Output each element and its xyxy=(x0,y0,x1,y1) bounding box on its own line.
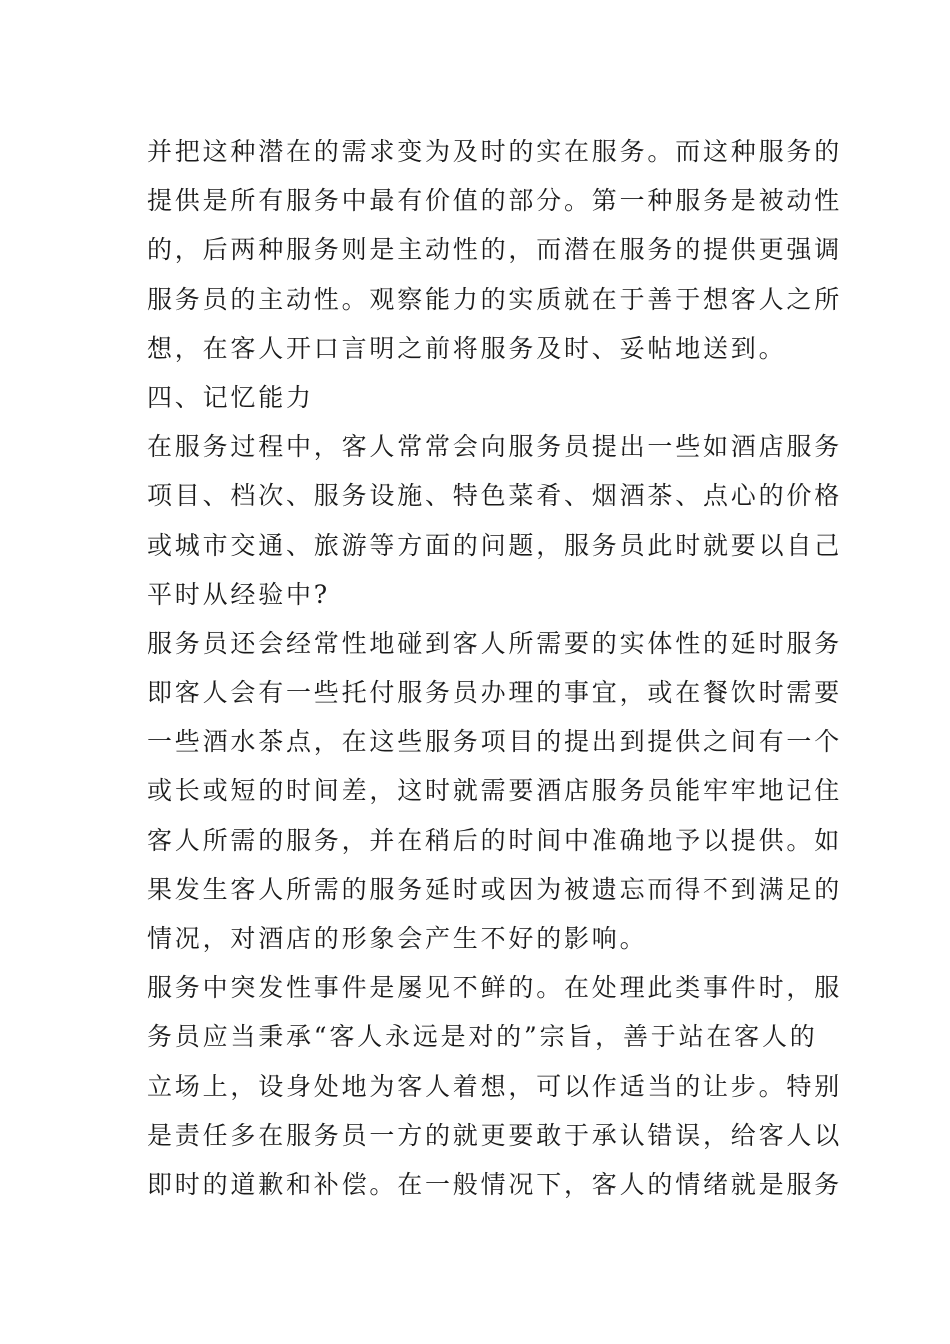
text-line: 务员应当秉承“客人永远是对的”宗旨，善于站在客人的 xyxy=(147,1022,818,1052)
text-line: 服务中突发性事件是屡见不鲜的。在处理此类事件时，服 xyxy=(147,973,843,1003)
text-line: 或长或短的时间差，这时就需要酒店服务员能牢牢地记住 xyxy=(147,776,843,806)
text-line: 平时从经验中? xyxy=(147,579,331,609)
text-line: 想，在客人开口言明之前将服务及时、妥帖地送到。 xyxy=(147,333,787,363)
text-line: 即时的道歉和补偿。在一般情况下，客人的情绪就是服务 xyxy=(147,1169,843,1199)
text-line: 情况，对酒店的形象会产生不好的影响。 xyxy=(147,924,648,953)
text-line: 一些酒水茶点，在这些服务项目的提出到提供之间有一个 xyxy=(147,727,843,757)
text-line: 项目、档次、服务设施、特色菜肴、烟酒茶、点心的价格 xyxy=(147,481,843,511)
text-line: 客人所需的服务，并在稍后的时间中准确地予以提供。如 xyxy=(147,825,843,855)
text-line: 服务员的主动性。观察能力的实质就在于善于想客人之所 xyxy=(147,284,843,314)
text-line: 即客人会有一些托付服务员办理的事宜，或在餐饮时需要 xyxy=(147,678,843,708)
text-line: 在服务过程中，客人常常会向服务员提出一些如酒店服务 xyxy=(147,432,843,462)
section-heading: 四、记忆能力 xyxy=(147,382,314,412)
text-line: 并把这种潜在的需求变为及时的实在服务。而这种服务的 xyxy=(147,137,843,166)
text-line: 或城市交通、旅游等方面的问题，服务员此时就要以自己 xyxy=(147,530,843,560)
body-text xyxy=(147,127,843,1209)
text-line: 立场上，设身处地为客人着想，可以作适当的让步。特别 xyxy=(147,1071,843,1101)
text-line: 服务员还会经常性地碰到客人所需要的实体性的延时服务 xyxy=(147,628,843,658)
text-line: 提供是所有服务中最有价值的部分。第一种服务是被动性 xyxy=(147,186,843,216)
text-line: 果发生客人所需的服务延时或因为被遗忘而得不到满足的 xyxy=(147,874,843,904)
text-line: 的，后两种服务则是主动性的，而潜在服务的提供更强调 xyxy=(147,235,843,265)
text-line: 是责任多在服务员一方的就更要敢于承认错误，给客人以 xyxy=(147,1120,843,1150)
